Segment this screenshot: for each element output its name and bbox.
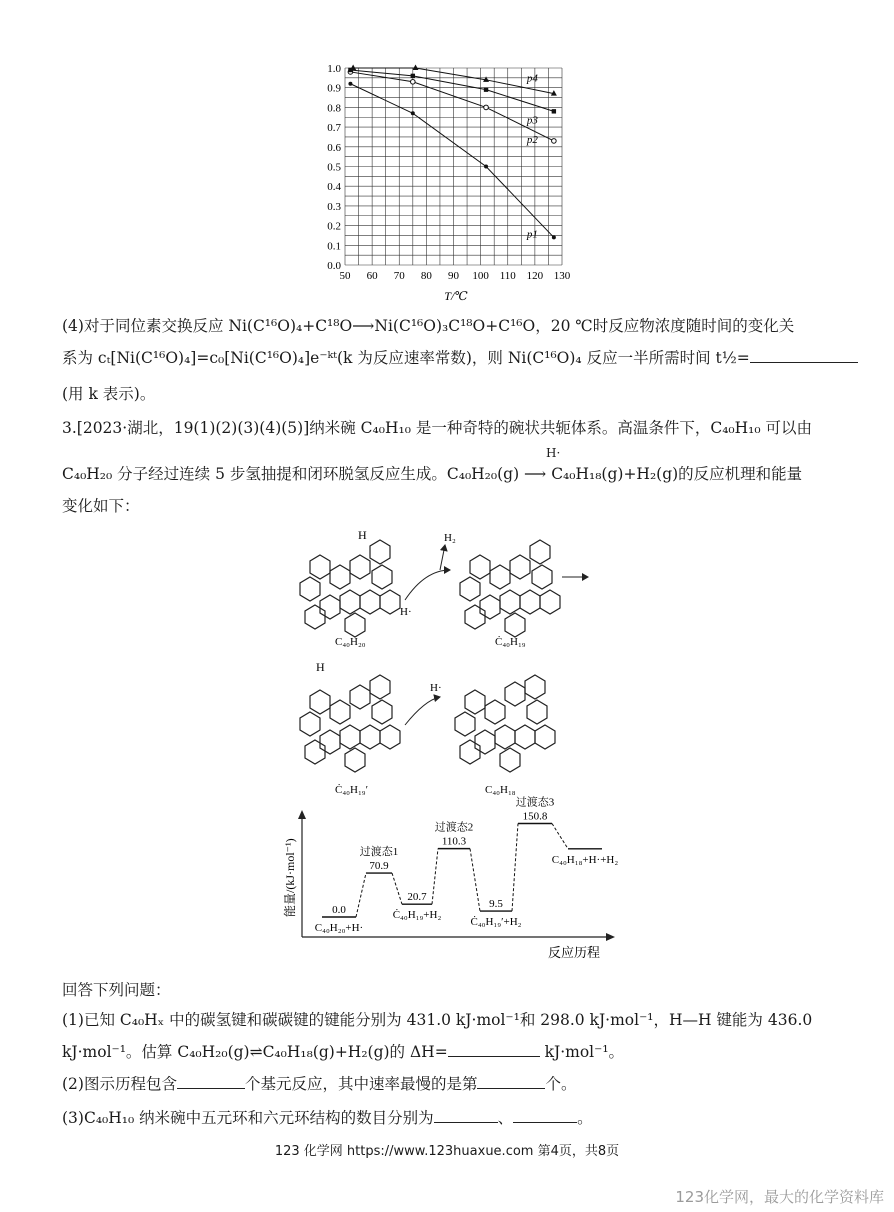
series-line-p2 xyxy=(350,72,553,141)
q3-blank-six[interactable] xyxy=(513,1108,577,1123)
point-p4 xyxy=(350,65,356,71)
q4-line1: (4)对于同位素交换反应 Ni(C¹⁶O)₄+C¹⁸O⟶Ni(C¹⁶O)₃C¹⁸O+C¹⁶O，20 ℃时反应物浓度随时间的变化关 xyxy=(62,317,795,335)
y-tick-label: 0.9 xyxy=(327,82,341,95)
q1-line1: (1)已知 C₄₀Hₓ 中的碳氢键和碳碳键的键能分别为 431.0 kJ·mol⁻¹和 298.0 kJ·mol⁻¹，H—H 键能为 436.0 xyxy=(62,1011,813,1029)
point-p3 xyxy=(484,87,488,91)
page-footer: 123 化学网 https://www.123huaxue.com 第4页，共8页 xyxy=(274,1144,620,1159)
h-label-2: H xyxy=(316,660,325,674)
energy-connector xyxy=(356,873,366,917)
y-tick-label: 0.2 xyxy=(327,220,341,233)
point-p3 xyxy=(552,109,556,113)
point-p1 xyxy=(348,82,352,86)
point-p2 xyxy=(484,105,489,110)
x-tick-label: 120 xyxy=(526,270,544,282)
q2-text-a: (2)图示历程包含 xyxy=(62,1075,177,1093)
energy-value: 9.5 xyxy=(489,898,503,911)
x-tick-label: 80 xyxy=(420,270,432,282)
h-radical-label: H· xyxy=(400,606,412,618)
q4-line2-text: 系为 cₜ[Ni(C¹⁶O)₄]=c₀[Ni(C¹⁶O)₄]e⁻ᵏᵗ(k 为反应速率常数)，则 Ni(C¹⁶O)₄ 反应一半所需时间 t½= xyxy=(62,349,750,367)
molecule-c40h19 xyxy=(460,540,560,637)
energy-value: 0.0 xyxy=(332,904,346,916)
energy-level-label: 过渡态2 xyxy=(434,821,474,834)
point-p2 xyxy=(411,79,416,84)
x-tick-label: 130 xyxy=(553,270,571,282)
y-tick-label: 0.7 xyxy=(327,122,341,135)
mol1-label: C₄₀H₂₀ xyxy=(335,636,366,648)
q3-line1: 3.[2023·湖北，19(1)(2)(3)(4)(5)]纳米碗 C₄₀H₁₀ 是一种奇特的碗状共轭体系。高温条件下，C₄₀H₁₀ 可以由 xyxy=(62,419,813,437)
h-radical-label-2: H· xyxy=(430,682,442,694)
y-tick-label: 0.5 xyxy=(327,161,341,174)
q4-line3: (用 k 表示)。 xyxy=(62,385,156,403)
x-tick-label: 70 xyxy=(393,270,405,282)
energy-value: 110.3 xyxy=(441,835,467,848)
reaction-mechanism xyxy=(290,525,610,805)
q2-blank-slowest[interactable] xyxy=(477,1074,545,1089)
point-p1 xyxy=(484,165,488,169)
x-tick-label: 60 xyxy=(366,270,378,282)
y-tick-label: 0.3 xyxy=(327,200,341,213)
series-label-p4: p4 xyxy=(526,72,538,85)
energy-level-label: C₄₀H₁₈+H·+H₂ xyxy=(551,853,619,866)
molecule-c40h19-prime xyxy=(300,675,400,772)
point-p1 xyxy=(411,111,415,115)
h-label-1: H xyxy=(358,528,367,542)
q1-text-a: kJ·mol⁻¹。估算 C₄₀H₂₀(g)⇌C₄₀H₁₈(g)+H₂(g)的 ΔH= xyxy=(62,1043,448,1061)
point-p1 xyxy=(552,235,556,239)
point-p4 xyxy=(413,65,419,71)
q3-line2: C₄₀H₂₀ 分子经过连续 5 步氢抽提和闭环脱氢反应生成。C₄₀H₂₀(g) ⟶ C₄₀H₁₈(g)+H₂(g)的反应机理和能量 xyxy=(62,465,803,483)
temperature-chart xyxy=(300,60,590,305)
y-tick-label: 1.0 xyxy=(327,63,341,75)
energy-level-label: Ċ₄₀H₁₉′+H₂ xyxy=(470,916,522,929)
q1-line2 xyxy=(62,1040,624,1062)
watermark: 123化学网，最大的化学资料库 xyxy=(675,1188,884,1206)
energy-level-label: Ċ₄₀H₁₉+H₂ xyxy=(392,909,442,922)
x-tick-label: 50 xyxy=(339,270,351,282)
energy-level-label: 过渡态3 xyxy=(515,796,555,809)
answers-intro: 回答下列问题： xyxy=(62,981,171,999)
energy-ylabel: 能量/(kJ·mol⁻¹) xyxy=(283,838,297,917)
energy-connector xyxy=(432,849,438,905)
q3-text-b: 、 xyxy=(497,1109,514,1127)
x-tick-label: 90 xyxy=(448,270,459,282)
series-line-p1 xyxy=(350,84,553,241)
y-tick-label: 0.4 xyxy=(327,181,341,194)
q2-text-b: 个基元反应，其中速率最慢的是第 xyxy=(244,1075,478,1093)
energy-diagram xyxy=(280,796,620,970)
series-line-p3 xyxy=(350,70,553,111)
y-tick-label: 0.8 xyxy=(327,102,341,115)
q4-line2 xyxy=(62,346,858,368)
energy-value: 20.7 xyxy=(407,891,427,904)
energy-level-label: C₄₀H₂₀+H· xyxy=(314,922,364,934)
q3-line3: 变化如下： xyxy=(62,497,140,515)
q2-blank-count[interactable] xyxy=(177,1074,245,1089)
energy-connector xyxy=(552,824,568,849)
y-tick-label: 0.6 xyxy=(327,141,341,154)
energy-connector xyxy=(512,824,518,912)
x-axis-label: T/℃ xyxy=(444,289,468,303)
molecule-c40h18 xyxy=(455,675,555,772)
energy-connector xyxy=(392,873,402,904)
point-p3 xyxy=(411,74,415,78)
x-tick-label: 100 xyxy=(472,270,489,282)
energy-value: 70.9 xyxy=(369,860,389,873)
h2-label: H₂ xyxy=(444,532,456,544)
series-label-p3: p3 xyxy=(526,114,538,127)
series-label-p1: p1 xyxy=(526,228,538,241)
mol4-label: C₄₀H₁₈ xyxy=(485,784,516,796)
q3-blank-five[interactable] xyxy=(434,1108,498,1123)
molecule-c40h20 xyxy=(300,540,400,637)
delta-h-blank[interactable] xyxy=(448,1042,540,1057)
q4-answer-blank[interactable] xyxy=(750,348,858,363)
q3-text-a: (3)C₄₀H₁₀ 纳米碗中五元环和六元环结构的数目分别为 xyxy=(62,1109,434,1127)
q3-text-c: 。 xyxy=(577,1109,593,1127)
energy-xlabel: 反应历程 xyxy=(548,945,601,960)
series-label-p2: p2 xyxy=(526,133,538,146)
energy-level-label: 过渡态1 xyxy=(359,846,399,859)
energy-value: 150.8 xyxy=(522,810,548,823)
q1-text-b: kJ·mol⁻¹。 xyxy=(539,1043,625,1061)
mol2-label: Ċ₄₀H₁₉ xyxy=(495,636,526,648)
mol3-label: Ċ₄₀H₁₉′ xyxy=(335,784,369,796)
x-tick-label: 110 xyxy=(499,270,516,282)
q2-text-c: 个。 xyxy=(545,1075,577,1093)
point-p2 xyxy=(552,139,557,144)
q3-arrow-label: H· xyxy=(546,446,561,460)
y-tick-label: 0.1 xyxy=(327,240,341,253)
q3-answer-line xyxy=(62,1106,593,1128)
q2-line xyxy=(62,1072,577,1094)
y-tick-label: 0.0 xyxy=(327,260,341,272)
energy-connector xyxy=(470,849,480,911)
